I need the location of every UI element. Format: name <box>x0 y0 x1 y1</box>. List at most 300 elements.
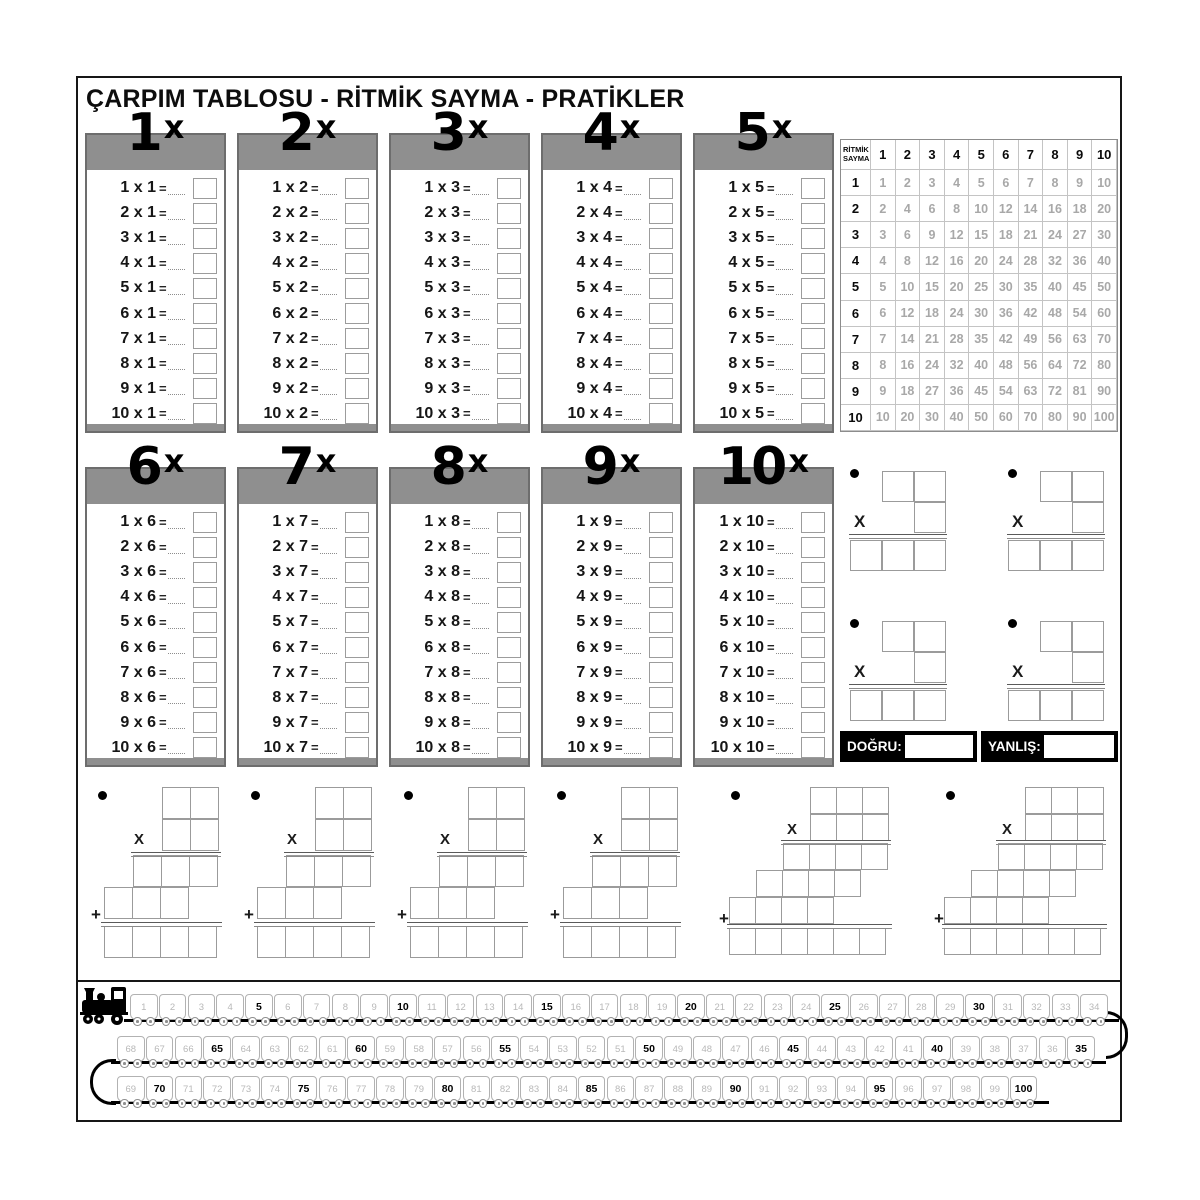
answer-box[interactable] <box>497 178 521 199</box>
answer-box[interactable] <box>497 303 521 324</box>
answer-cell[interactable] <box>1008 690 1040 721</box>
answer-box[interactable] <box>649 253 673 274</box>
answer-blank[interactable] <box>624 566 642 579</box>
digit-cell[interactable] <box>315 787 344 819</box>
answer-blank[interactable] <box>320 182 338 195</box>
answer-box[interactable] <box>497 537 521 558</box>
result-cell[interactable] <box>494 926 523 958</box>
answer-box[interactable] <box>193 512 217 533</box>
answer-blank[interactable] <box>320 566 338 579</box>
wrong-input[interactable] <box>1044 735 1114 758</box>
digit-cell[interactable] <box>756 870 783 897</box>
answer-blank[interactable] <box>624 332 642 345</box>
answer-box[interactable] <box>193 737 217 758</box>
digit-cell[interactable] <box>1025 814 1052 841</box>
answer-blank[interactable] <box>776 591 794 604</box>
answer-box[interactable] <box>649 378 673 399</box>
answer-box[interactable] <box>649 228 673 249</box>
answer-box[interactable] <box>193 562 217 583</box>
answer-box[interactable] <box>649 328 673 349</box>
digit-cell[interactable] <box>914 652 946 683</box>
answer-box[interactable] <box>801 203 825 224</box>
answer-blank[interactable] <box>624 382 642 395</box>
answer-box[interactable] <box>801 712 825 733</box>
digit-cell[interactable] <box>591 887 620 919</box>
digit-cell[interactable] <box>998 843 1025 870</box>
answer-blank[interactable] <box>168 207 186 220</box>
answer-blank[interactable] <box>776 407 794 420</box>
answer-blank[interactable] <box>472 382 490 395</box>
answer-box[interactable] <box>497 612 521 633</box>
digit-cell[interactable] <box>1072 652 1104 683</box>
answer-box[interactable] <box>801 278 825 299</box>
answer-blank[interactable] <box>472 257 490 270</box>
answer-blank[interactable] <box>168 716 186 729</box>
result-cell[interactable] <box>132 926 161 958</box>
digit-cell[interactable] <box>285 887 314 919</box>
answer-blank[interactable] <box>776 666 794 679</box>
digit-cell[interactable] <box>755 897 782 924</box>
digit-cell[interactable] <box>468 819 497 851</box>
answer-blank[interactable] <box>624 716 642 729</box>
answer-blank[interactable] <box>472 716 490 729</box>
answer-blank[interactable] <box>320 207 338 220</box>
answer-blank[interactable] <box>472 357 490 370</box>
result-cell[interactable] <box>755 928 782 955</box>
digit-cell[interactable] <box>314 855 343 887</box>
answer-box[interactable] <box>801 403 825 424</box>
answer-blank[interactable] <box>320 716 338 729</box>
answer-blank[interactable] <box>168 332 186 345</box>
digit-cell[interactable] <box>914 621 946 652</box>
digit-cell[interactable] <box>619 887 648 919</box>
answer-box[interactable] <box>497 403 521 424</box>
digit-cell[interactable] <box>1024 843 1051 870</box>
answer-blank[interactable] <box>776 741 794 754</box>
answer-blank[interactable] <box>320 741 338 754</box>
digit-cell[interactable] <box>782 870 809 897</box>
answer-box[interactable] <box>649 203 673 224</box>
answer-cell[interactable] <box>882 540 914 571</box>
answer-box[interactable] <box>193 303 217 324</box>
answer-blank[interactable] <box>168 357 186 370</box>
answer-box[interactable] <box>345 562 369 583</box>
digit-cell[interactable] <box>944 897 971 924</box>
answer-blank[interactable] <box>776 616 794 629</box>
answer-box[interactable] <box>497 737 521 758</box>
answer-blank[interactable] <box>168 516 186 529</box>
answer-blank[interactable] <box>168 382 186 395</box>
result-cell[interactable] <box>944 928 971 955</box>
digit-cell[interactable] <box>162 819 191 851</box>
answer-box[interactable] <box>649 687 673 708</box>
answer-blank[interactable] <box>320 591 338 604</box>
answer-blank[interactable] <box>472 282 490 295</box>
answer-blank[interactable] <box>472 182 490 195</box>
answer-box[interactable] <box>193 587 217 608</box>
answer-blank[interactable] <box>776 307 794 320</box>
digit-cell[interactable] <box>648 855 677 887</box>
answer-box[interactable] <box>497 587 521 608</box>
answer-blank[interactable] <box>168 182 186 195</box>
answer-box[interactable] <box>345 587 369 608</box>
digit-cell[interactable] <box>467 855 496 887</box>
result-cell[interactable] <box>466 926 495 958</box>
digit-cell[interactable] <box>343 819 372 851</box>
answer-box[interactable] <box>193 278 217 299</box>
digit-cell[interactable] <box>882 621 914 652</box>
answer-blank[interactable] <box>472 591 490 604</box>
answer-box[interactable] <box>649 662 673 683</box>
digit-cell[interactable] <box>810 814 837 841</box>
digit-cell[interactable] <box>496 819 525 851</box>
answer-blank[interactable] <box>624 357 642 370</box>
digit-cell[interactable] <box>783 843 810 870</box>
digit-cell[interactable] <box>189 855 218 887</box>
digit-cell[interactable] <box>104 887 133 919</box>
result-cell[interactable] <box>438 926 467 958</box>
answer-blank[interactable] <box>320 232 338 245</box>
result-cell[interactable] <box>285 926 314 958</box>
answer-box[interactable] <box>345 353 369 374</box>
answer-blank[interactable] <box>776 382 794 395</box>
answer-box[interactable] <box>345 662 369 683</box>
digit-cell[interactable] <box>439 855 468 887</box>
answer-box[interactable] <box>193 403 217 424</box>
answer-cell[interactable] <box>1008 540 1040 571</box>
digit-cell[interactable] <box>1076 843 1103 870</box>
digit-cell[interactable] <box>861 843 888 870</box>
answer-box[interactable] <box>193 328 217 349</box>
answer-blank[interactable] <box>320 357 338 370</box>
digit-cell[interactable] <box>996 897 1023 924</box>
digit-cell[interactable] <box>286 855 315 887</box>
digit-cell[interactable] <box>649 819 678 851</box>
answer-box[interactable] <box>497 662 521 683</box>
answer-box[interactable] <box>497 512 521 533</box>
answer-blank[interactable] <box>168 691 186 704</box>
digit-cell[interactable] <box>343 787 372 819</box>
answer-box[interactable] <box>193 712 217 733</box>
digit-cell[interactable] <box>315 819 344 851</box>
answer-blank[interactable] <box>624 516 642 529</box>
answer-box[interactable] <box>497 328 521 349</box>
digit-cell[interactable] <box>410 887 439 919</box>
answer-box[interactable] <box>193 353 217 374</box>
digit-cell[interactable] <box>496 787 525 819</box>
digit-cell[interactable] <box>160 887 189 919</box>
result-cell[interactable] <box>996 928 1023 955</box>
answer-blank[interactable] <box>624 207 642 220</box>
answer-box[interactable] <box>345 278 369 299</box>
answer-blank[interactable] <box>776 232 794 245</box>
digit-cell[interactable] <box>836 787 863 814</box>
digit-cell[interactable] <box>190 787 219 819</box>
digit-cell[interactable] <box>1072 471 1104 502</box>
answer-blank[interactable] <box>320 666 338 679</box>
answer-blank[interactable] <box>320 641 338 654</box>
answer-box[interactable] <box>497 278 521 299</box>
answer-box[interactable] <box>801 512 825 533</box>
answer-blank[interactable] <box>168 641 186 654</box>
answer-blank[interactable] <box>320 282 338 295</box>
digit-cell[interactable] <box>835 843 862 870</box>
answer-box[interactable] <box>345 737 369 758</box>
digit-cell[interactable] <box>1040 621 1072 652</box>
answer-cell[interactable] <box>914 690 946 721</box>
answer-box[interactable] <box>345 687 369 708</box>
digit-cell[interactable] <box>563 887 592 919</box>
answer-box[interactable] <box>801 378 825 399</box>
digit-cell[interactable] <box>882 471 914 502</box>
digit-cell[interactable] <box>592 855 621 887</box>
digit-cell[interactable] <box>190 819 219 851</box>
result-cell[interactable] <box>591 926 620 958</box>
answer-blank[interactable] <box>168 566 186 579</box>
digit-cell[interactable] <box>1023 870 1050 897</box>
answer-box[interactable] <box>801 537 825 558</box>
answer-blank[interactable] <box>168 407 186 420</box>
result-cell[interactable] <box>313 926 342 958</box>
answer-box[interactable] <box>801 637 825 658</box>
result-cell[interactable] <box>833 928 860 955</box>
answer-box[interactable] <box>497 687 521 708</box>
digit-cell[interactable] <box>836 814 863 841</box>
answer-blank[interactable] <box>776 357 794 370</box>
digit-cell[interactable] <box>807 897 834 924</box>
answer-box[interactable] <box>497 228 521 249</box>
answer-box[interactable] <box>801 328 825 349</box>
digit-cell[interactable] <box>1050 843 1077 870</box>
answer-blank[interactable] <box>624 666 642 679</box>
answer-box[interactable] <box>345 712 369 733</box>
answer-blank[interactable] <box>168 591 186 604</box>
answer-box[interactable] <box>649 637 673 658</box>
digit-cell[interactable] <box>313 887 342 919</box>
answer-cell[interactable] <box>850 540 882 571</box>
answer-box[interactable] <box>649 562 673 583</box>
answer-box[interactable] <box>345 378 369 399</box>
digit-cell[interactable] <box>1077 814 1104 841</box>
result-cell[interactable] <box>341 926 370 958</box>
answer-box[interactable] <box>193 612 217 633</box>
answer-box[interactable] <box>193 228 217 249</box>
digit-cell[interactable] <box>1072 621 1104 652</box>
answer-cell[interactable] <box>914 540 946 571</box>
answer-blank[interactable] <box>624 282 642 295</box>
digit-cell[interactable] <box>468 787 497 819</box>
answer-blank[interactable] <box>624 257 642 270</box>
digit-cell[interactable] <box>834 870 861 897</box>
digit-cell[interactable] <box>1040 471 1072 502</box>
answer-box[interactable] <box>193 178 217 199</box>
answer-blank[interactable] <box>624 641 642 654</box>
answer-blank[interactable] <box>472 741 490 754</box>
answer-blank[interactable] <box>320 257 338 270</box>
result-cell[interactable] <box>188 926 217 958</box>
answer-cell[interactable] <box>882 690 914 721</box>
answer-box[interactable] <box>497 253 521 274</box>
digit-cell[interactable] <box>970 897 997 924</box>
answer-blank[interactable] <box>320 691 338 704</box>
answer-box[interactable] <box>801 562 825 583</box>
answer-blank[interactable] <box>776 516 794 529</box>
answer-blank[interactable] <box>776 691 794 704</box>
answer-box[interactable] <box>345 403 369 424</box>
digit-cell[interactable] <box>1072 502 1104 533</box>
result-cell[interactable] <box>160 926 189 958</box>
answer-box[interactable] <box>193 637 217 658</box>
answer-cell[interactable] <box>1040 690 1072 721</box>
answer-blank[interactable] <box>472 307 490 320</box>
answer-cell[interactable] <box>1072 690 1104 721</box>
digit-cell[interactable] <box>466 887 495 919</box>
answer-blank[interactable] <box>472 541 490 554</box>
answer-box[interactable] <box>497 712 521 733</box>
answer-blank[interactable] <box>776 566 794 579</box>
result-cell[interactable] <box>257 926 286 958</box>
answer-box[interactable] <box>345 612 369 633</box>
answer-box[interactable] <box>345 303 369 324</box>
digit-cell[interactable] <box>914 471 946 502</box>
result-cell[interactable] <box>781 928 808 955</box>
answer-box[interactable] <box>801 253 825 274</box>
answer-blank[interactable] <box>472 691 490 704</box>
answer-blank[interactable] <box>624 591 642 604</box>
result-cell[interactable] <box>410 926 439 958</box>
answer-blank[interactable] <box>168 616 186 629</box>
answer-blank[interactable] <box>320 516 338 529</box>
answer-box[interactable] <box>497 562 521 583</box>
answer-blank[interactable] <box>624 541 642 554</box>
answer-box[interactable] <box>801 687 825 708</box>
answer-cell[interactable] <box>1072 540 1104 571</box>
answer-blank[interactable] <box>320 382 338 395</box>
answer-box[interactable] <box>801 587 825 608</box>
digit-cell[interactable] <box>1051 814 1078 841</box>
answer-box[interactable] <box>649 612 673 633</box>
digit-cell[interactable] <box>621 787 650 819</box>
answer-box[interactable] <box>193 378 217 399</box>
answer-blank[interactable] <box>776 282 794 295</box>
digit-cell[interactable] <box>862 814 889 841</box>
answer-blank[interactable] <box>472 616 490 629</box>
answer-blank[interactable] <box>472 666 490 679</box>
digit-cell[interactable] <box>809 843 836 870</box>
answer-box[interactable] <box>649 512 673 533</box>
answer-box[interactable] <box>801 662 825 683</box>
digit-cell[interactable] <box>1022 897 1049 924</box>
result-cell[interactable] <box>729 928 756 955</box>
answer-blank[interactable] <box>776 332 794 345</box>
answer-box[interactable] <box>649 303 673 324</box>
result-cell[interactable] <box>1074 928 1101 955</box>
digit-cell[interactable] <box>649 787 678 819</box>
digit-cell[interactable] <box>1077 787 1104 814</box>
answer-blank[interactable] <box>776 541 794 554</box>
digit-cell[interactable] <box>1025 787 1052 814</box>
result-cell[interactable] <box>1022 928 1049 955</box>
answer-box[interactable] <box>193 253 217 274</box>
answer-box[interactable] <box>649 587 673 608</box>
answer-box[interactable] <box>345 512 369 533</box>
answer-box[interactable] <box>497 203 521 224</box>
answer-blank[interactable] <box>168 257 186 270</box>
answer-blank[interactable] <box>624 616 642 629</box>
digit-cell[interactable] <box>997 870 1024 897</box>
answer-blank[interactable] <box>320 541 338 554</box>
answer-box[interactable] <box>345 178 369 199</box>
answer-blank[interactable] <box>624 182 642 195</box>
answer-blank[interactable] <box>168 666 186 679</box>
answer-blank[interactable] <box>776 641 794 654</box>
answer-box[interactable] <box>801 228 825 249</box>
answer-box[interactable] <box>649 353 673 374</box>
digit-cell[interactable] <box>438 887 467 919</box>
digit-cell[interactable] <box>1049 870 1076 897</box>
digit-cell[interactable] <box>621 819 650 851</box>
answer-blank[interactable] <box>472 332 490 345</box>
answer-blank[interactable] <box>472 207 490 220</box>
answer-box[interactable] <box>649 737 673 758</box>
digit-cell[interactable] <box>971 870 998 897</box>
result-cell[interactable] <box>104 926 133 958</box>
digit-cell[interactable] <box>729 897 756 924</box>
answer-box[interactable] <box>193 203 217 224</box>
answer-cell[interactable] <box>850 690 882 721</box>
answer-box[interactable] <box>801 612 825 633</box>
result-cell[interactable] <box>619 926 648 958</box>
digit-cell[interactable] <box>161 855 190 887</box>
answer-blank[interactable] <box>168 282 186 295</box>
answer-box[interactable] <box>801 303 825 324</box>
result-cell[interactable] <box>807 928 834 955</box>
answer-box[interactable] <box>497 378 521 399</box>
answer-box[interactable] <box>801 178 825 199</box>
answer-blank[interactable] <box>472 232 490 245</box>
answer-blank[interactable] <box>624 691 642 704</box>
answer-blank[interactable] <box>776 257 794 270</box>
answer-box[interactable] <box>497 637 521 658</box>
digit-cell[interactable] <box>808 870 835 897</box>
answer-blank[interactable] <box>472 516 490 529</box>
answer-box[interactable] <box>193 687 217 708</box>
answer-blank[interactable] <box>168 541 186 554</box>
answer-blank[interactable] <box>776 716 794 729</box>
answer-box[interactable] <box>801 353 825 374</box>
answer-box[interactable] <box>649 712 673 733</box>
answer-box[interactable] <box>649 178 673 199</box>
answer-blank[interactable] <box>320 616 338 629</box>
answer-box[interactable] <box>345 637 369 658</box>
digit-cell[interactable] <box>810 787 837 814</box>
result-cell[interactable] <box>1048 928 1075 955</box>
answer-box[interactable] <box>649 537 673 558</box>
answer-box[interactable] <box>345 228 369 249</box>
answer-box[interactable] <box>345 253 369 274</box>
answer-blank[interactable] <box>168 307 186 320</box>
digit-cell[interactable] <box>257 887 286 919</box>
answer-box[interactable] <box>193 662 217 683</box>
answer-box[interactable] <box>801 737 825 758</box>
answer-blank[interactable] <box>472 641 490 654</box>
digit-cell[interactable] <box>914 502 946 533</box>
answer-blank[interactable] <box>624 232 642 245</box>
digit-cell[interactable] <box>1051 787 1078 814</box>
answer-box[interactable] <box>345 537 369 558</box>
answer-blank[interactable] <box>472 407 490 420</box>
answer-blank[interactable] <box>776 207 794 220</box>
